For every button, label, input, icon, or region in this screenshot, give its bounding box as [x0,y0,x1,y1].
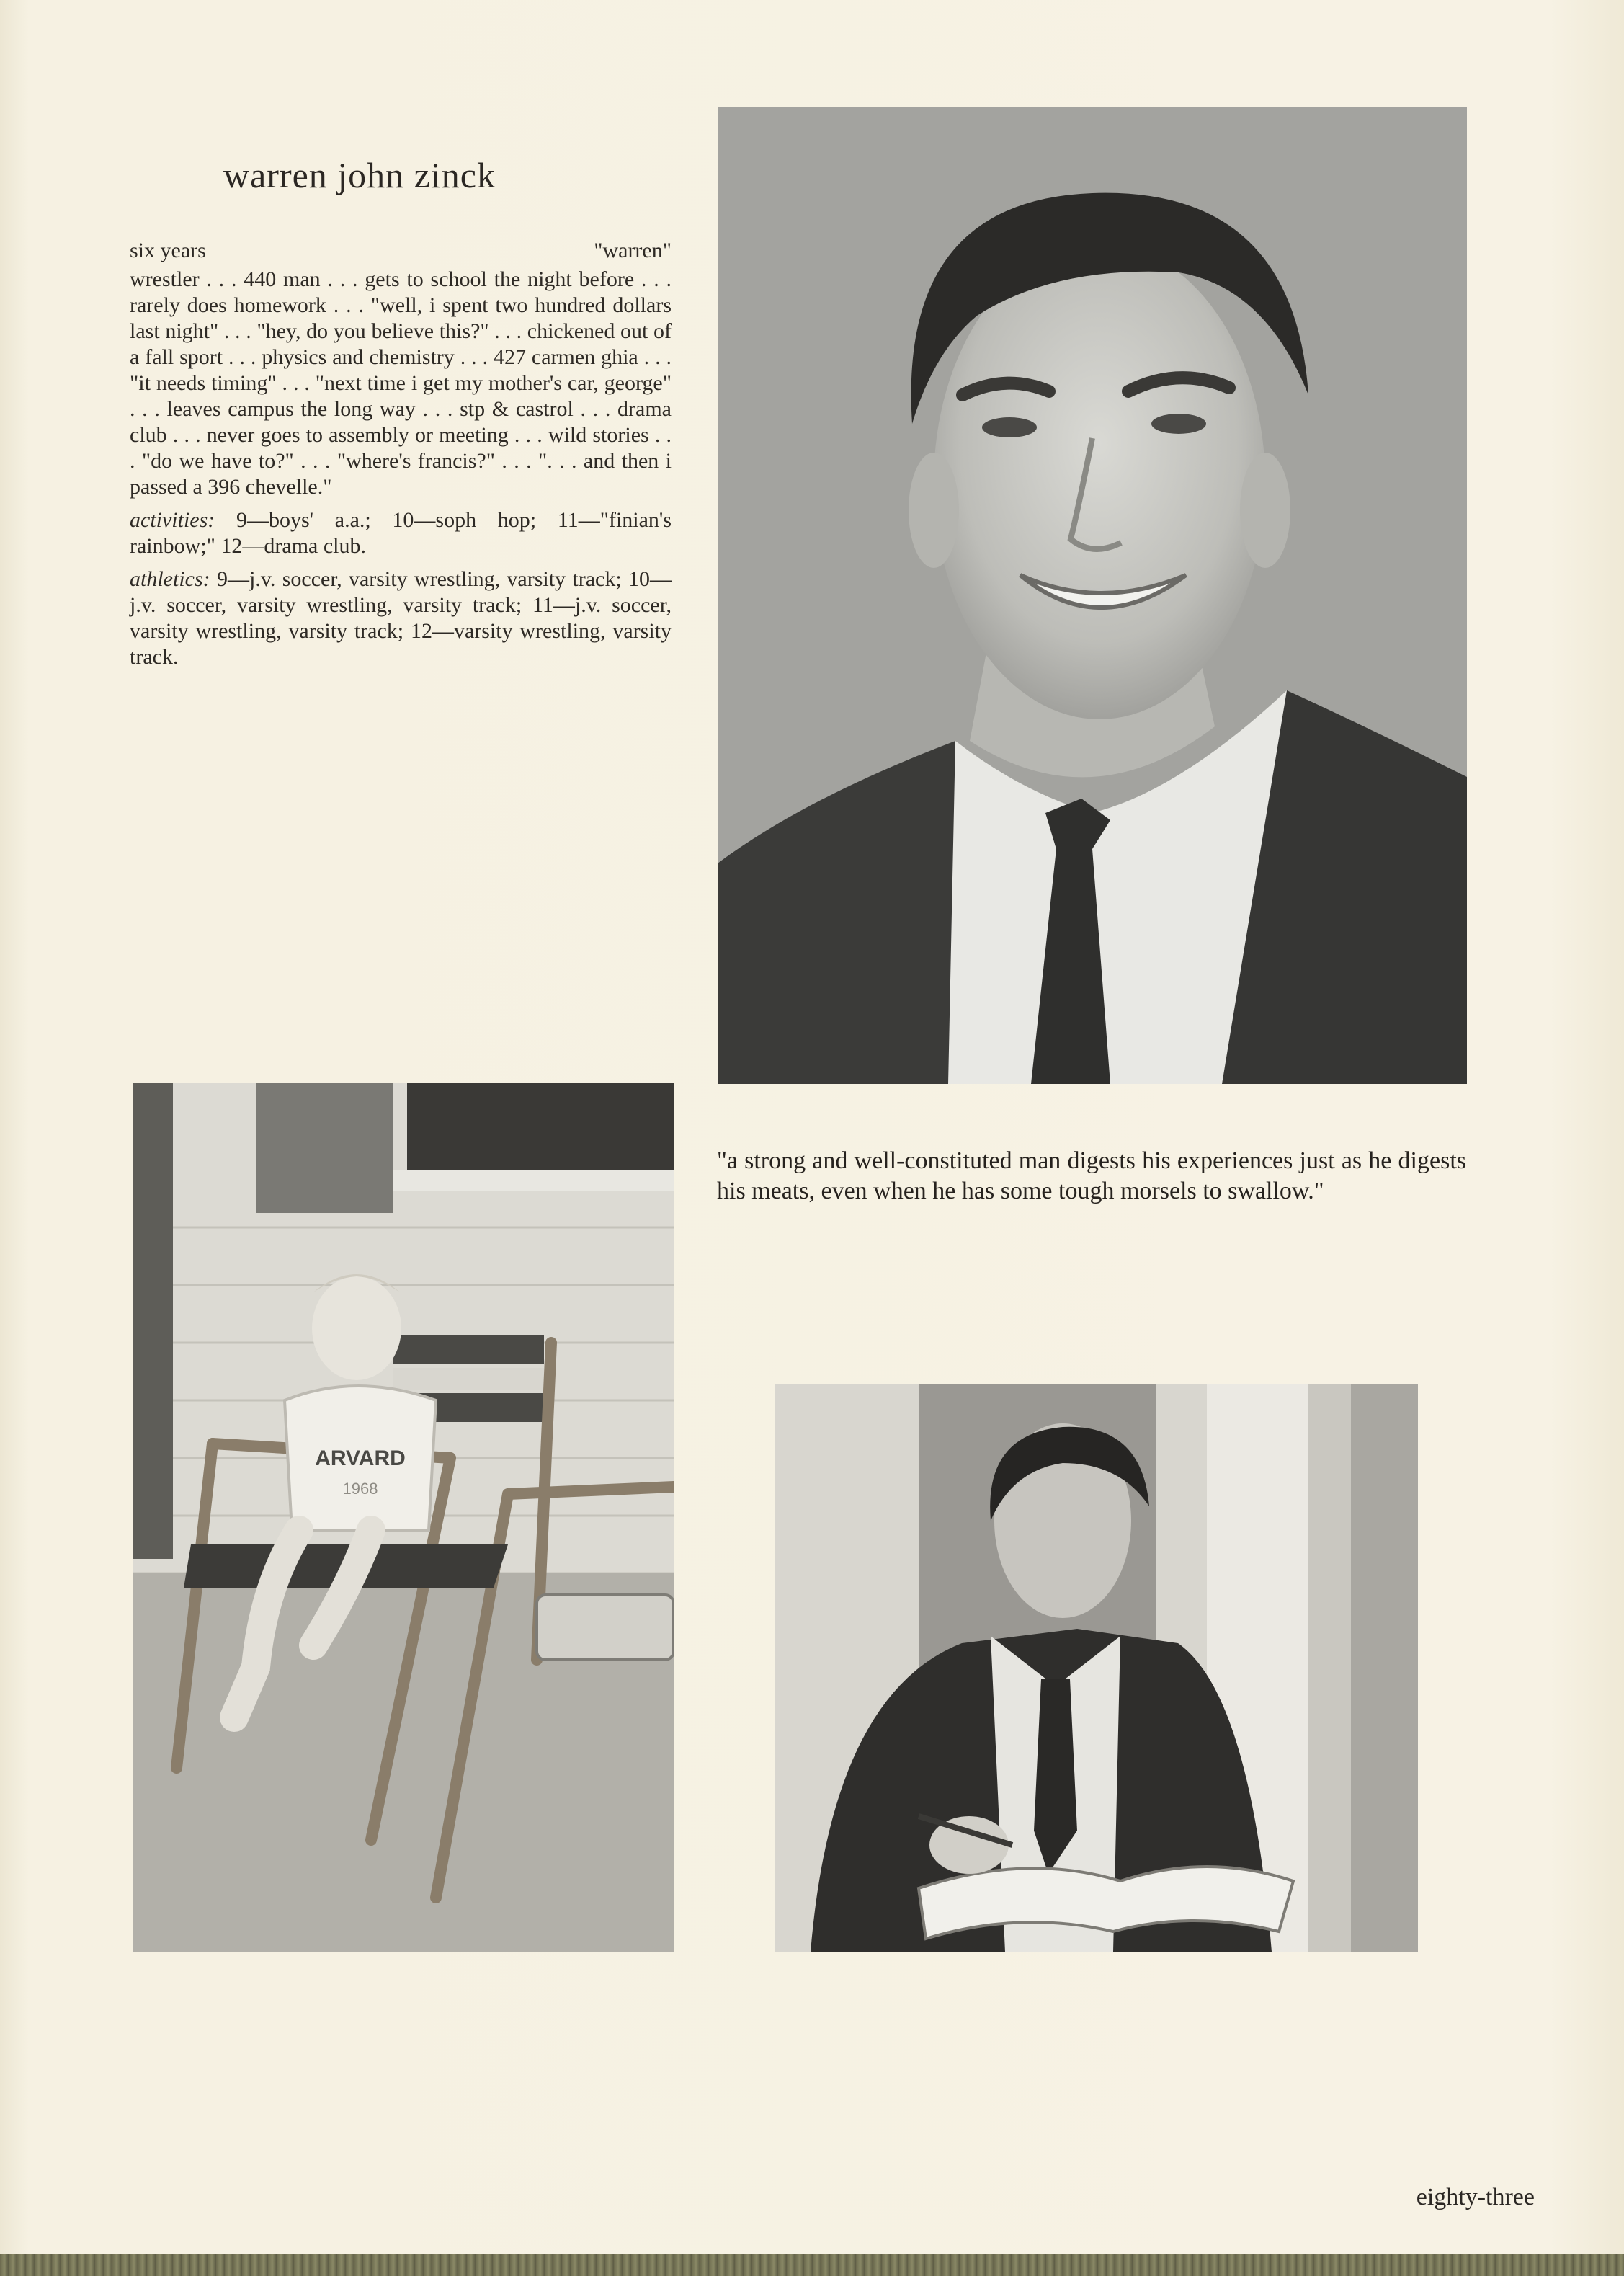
bio-text: wrestler . . . 440 man . . . gets to school the night before . . . rarely does homework . . . "well, i spent two hundred dollars last night" . . . "hey, do you believe this?" . . . chickened out of a fall sport . . . physics and chemistry . . . 427 carmen ghia . . . "it needs timing" . . . "next time i get my mother's car, george" . . . leaves campus the long way . . . stp & castrol . . . drama club . . . never goes to assembly or meeting . . . wild stories . . . "do we have to?" . . . "where's francis?" . . . ". . . and then i passed a 396 chevelle." [130,267,672,499]
bottom-border-strip [0,2254,1624,2276]
athletics-text: 9—j.v. soccer, varsity wrestling, varsity track; 10—j.v. soccer, varsity wrestling, varsity track; 11—j.v. soccer, varsity wrestling, varsity track; 12—varsity wrestling, varsity track. [130,567,672,669]
page-number: eighty-three [1416,2184,1535,2210]
activities-paragraph [130,507,672,559]
bio-header-row [130,238,672,264]
senior-portrait-photo [718,107,1467,1084]
childhood-photo [133,1083,674,1952]
bio-block [130,238,672,677]
activities-label: activities: [130,508,215,532]
baby-shirt-text: ARVARD [315,1446,406,1470]
senior-quote: "a strong and well-constituted man digests his experiences just as he digests his meats, even when he has some tough morsels to swallow." [717,1147,1466,1204]
athletics-label: athletics: [130,567,210,591]
years-attended: six years [130,239,206,262]
study-photo [775,1384,1418,1952]
baby-shirt-year: 1968 [342,1480,378,1498]
activities-text: 9—boys' a.a.; 10—soph hop; 11—"finian's rainbow;" 12—drama club. [130,508,672,558]
nickname: "warren" [594,239,672,262]
athletics-paragraph [130,566,672,670]
student-name: warren john zinck [223,155,496,195]
